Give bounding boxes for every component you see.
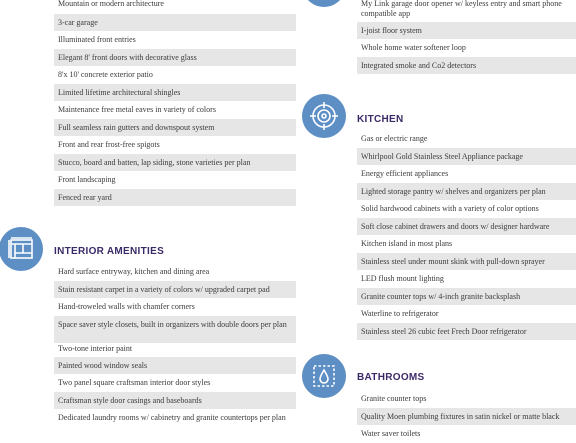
list-item: Maintenance free metal eaves in variety of colors [58, 105, 216, 114]
list-item: Integrated smoke and Co2 detectors [357, 57, 576, 74]
list-item: Dedicated laundry rooms w/ cabinetry and granite countertops per plan [58, 413, 286, 422]
list-item: Kitchen island in most plans [361, 239, 453, 248]
list-item: Full seamless rain gutters and downspout system [54, 119, 296, 136]
list-item: Gas or electric range [361, 134, 428, 143]
list-item: Stainless steel under mount skink with pull-down sprayer [357, 253, 576, 270]
list-item: Hard surface entryway, kitchen and dining area [58, 267, 210, 276]
interior-list [54, 263, 296, 436]
water-drop-icon [302, 354, 346, 398]
exterior-list [54, 0, 296, 206]
list-item: Elegant 8' front doors with decorative glass [54, 49, 296, 66]
systems-list [357, 0, 576, 74]
bathrooms-list [357, 390, 576, 443]
list-item: Fenced rear yard [54, 189, 296, 206]
list-item: Two panel square craftsman interior door styles [58, 378, 211, 387]
list-item: Stainless steel 26 cubic feet Frech Door refrigerator [357, 323, 576, 340]
list-item: I-joist floor system [357, 22, 576, 39]
blueprint-icon [0, 227, 43, 271]
list-item: Energy efficient appliances [361, 169, 449, 178]
list-item: Craftsman style door casings and baseboards [54, 392, 296, 409]
interior-heading: INTERIOR AMENITIES [54, 246, 165, 257]
list-item: Hand-troweled walls with chamfer corners [58, 302, 195, 311]
list-item: Front and rear frost-free spigots [58, 140, 160, 149]
list-item: Quality Moen plumbing fixtures in satin nickel or matte black [357, 408, 576, 425]
list-item: 8'x 10' concrete exterior patio [58, 70, 153, 79]
burner-icon [302, 94, 346, 138]
list-item: Two-tone interior paint [58, 344, 133, 353]
list-item: LED flush mount lighting [361, 274, 444, 283]
list-item: Front landscaping [58, 175, 116, 184]
list-item: Whole home water softener loop [361, 43, 466, 52]
list-item: Limited lifetime architectural shingles [54, 84, 296, 101]
list-item: Lighted storage pantry w/ shelves and organizers per plan [357, 183, 576, 200]
list-item: Painted wood window seals [54, 357, 296, 374]
bathrooms-heading: BATHROOMS [357, 372, 425, 383]
list-item: Waterline to refrigerator [361, 309, 439, 318]
list-item: 3-car garage [54, 14, 296, 31]
list-item: Mountain or modern architecture [58, 0, 164, 8]
list-item: Stain resistant carpet in a variety of colors w/ upgraded carpet pad [54, 281, 296, 298]
list-item: Space saver style closets, built in organizers with double doors per plan [54, 316, 296, 343]
list-item: My Link garage door opener w/ keyless entry and smart phone compatible app [361, 0, 562, 18]
list-item: Whirlpool Gold Stainless Steel Appliance package [357, 148, 576, 165]
badge-icon [302, 0, 346, 7]
list-item: Solid hardwood cabinets with a variety of color options [361, 204, 539, 213]
kitchen-list [357, 130, 576, 340]
list-item: Stucco, board and batten, lap siding, stone varieties per plan [54, 154, 296, 171]
kitchen-heading: KITCHEN [357, 114, 404, 125]
list-item: Granite counter tops [361, 394, 427, 403]
list-item: Granite counter tops w/ 4-inch granite backsplash [357, 288, 576, 305]
list-item: Soft close cabinet drawers and doors w/ designer hardware [357, 218, 576, 235]
list-item: Water saver toilets [361, 429, 421, 438]
list-item: Illuminated front entries [58, 35, 136, 44]
